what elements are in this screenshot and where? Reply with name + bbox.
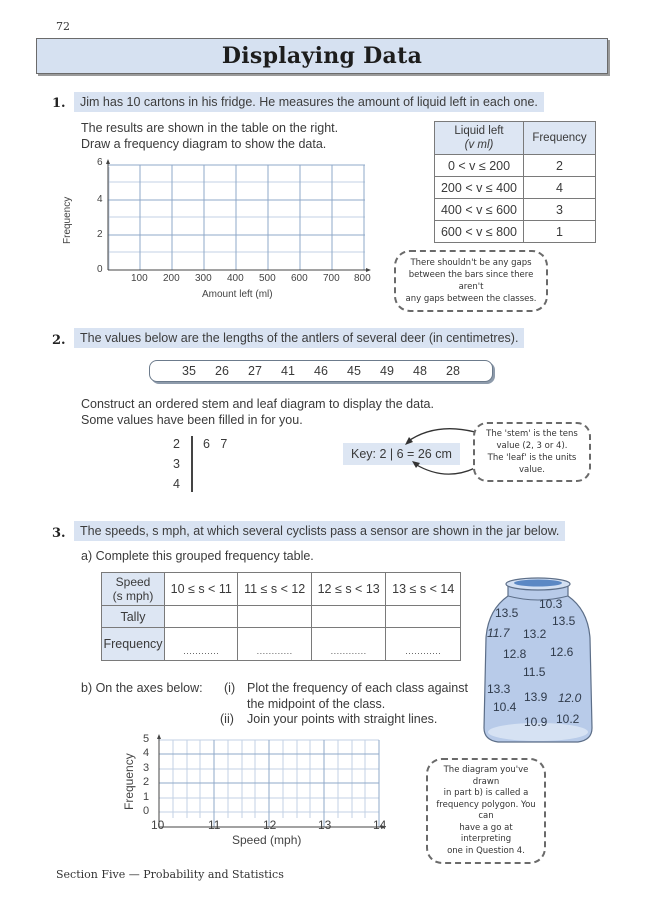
jar-value: 13.3 [487, 682, 511, 696]
q3-ytick: 0 [143, 805, 150, 817]
table-row [435, 199, 596, 221]
jar-value: 11.5 [523, 665, 546, 679]
frequency-cell[interactable] [386, 628, 461, 661]
tally-cell[interactable] [238, 606, 311, 628]
stem: 3 [173, 457, 180, 471]
answer-blank[interactable]: ............ [183, 646, 220, 656]
q3-ytick: 5 [143, 733, 150, 745]
q3-tip-bubble [426, 758, 546, 864]
jar-value: 13.2 [523, 627, 547, 641]
q3-part-b-i-1: Plot the frequency of each class against [247, 681, 468, 695]
q2-line1: Construct an ordered stem and leaf diagram to display the data. [81, 397, 434, 411]
q1-xtick: 100 [131, 273, 148, 284]
q3-xtick: 14 [373, 818, 387, 832]
freq-cell: 2 [524, 155, 596, 177]
table-row [435, 177, 596, 199]
answer-blank[interactable]: ............ [330, 646, 367, 656]
q1-xtick: 700 [323, 273, 340, 284]
q1-number: 1. [52, 96, 66, 111]
class-header: 10 ≤ s < 11 [165, 573, 238, 606]
class-cell: 600 < v ≤ 800 [435, 221, 524, 243]
header-line: (v ml) [464, 139, 494, 151]
answer-blank[interactable]: ............ [256, 646, 293, 656]
q3-frequency-polygon-axes[interactable] [140, 730, 390, 830]
freq-cell: 4 [524, 177, 596, 199]
frequency-cell[interactable] [165, 628, 238, 661]
tip-line: between the bars since there aren't [408, 270, 534, 292]
q1-xtick: 800 [354, 273, 371, 284]
value: 45 [347, 364, 361, 378]
tip-line: one in Question 4. [447, 845, 525, 856]
frequency-cell[interactable] [311, 628, 386, 661]
q3-xtick: 12 [263, 818, 277, 832]
tip-line: There shouldn't be any gaps [410, 258, 532, 268]
tip-line: The diagram you've drawn [443, 765, 529, 787]
tip-line: The 'stem' is the tens [486, 429, 578, 439]
value: 41 [281, 364, 295, 378]
stem-column [168, 434, 180, 494]
tally-cell[interactable] [311, 606, 386, 628]
tally-header: Tally [102, 606, 165, 628]
q3-part-b-label: b) On the axes below: [81, 681, 203, 695]
q2-tip-bubble [473, 422, 591, 482]
q3-ytick: 4 [143, 747, 150, 759]
freq-cell: 3 [524, 199, 596, 221]
tally-cell[interactable] [386, 606, 461, 628]
q1-ytick: 0 [97, 264, 103, 275]
table-row [435, 155, 596, 177]
tip-line: frequency polygon. You can [436, 799, 536, 821]
q3-ytick: 2 [143, 776, 150, 788]
table-row [435, 221, 596, 243]
class-cell: 0 < v ≤ 200 [435, 155, 524, 177]
page-title: Displaying Data [221, 43, 423, 69]
q2-line2: Some values have been filled in for you. [81, 413, 303, 427]
jar-value: 12.0 [558, 691, 582, 705]
q1-xtick: 500 [259, 273, 276, 284]
leaves-row-4[interactable] [203, 476, 403, 494]
q3-part-b-ii-num: (ii) [220, 712, 234, 726]
stem-divider [191, 436, 193, 492]
speed-header [102, 573, 165, 606]
section-footer: Section Five — Probability and Statistics [56, 868, 284, 881]
stem: 2 [173, 437, 180, 451]
q1-ytick: 2 [97, 229, 103, 240]
q3-part-a: a) Complete this grouped frequency table. [81, 549, 314, 563]
q2-prompt: The values below are the lengths of the antlers of several deer (in centimetres). [74, 328, 524, 348]
q3-part-b-i-2: the midpoint of the class. [247, 697, 386, 711]
value: 35 [182, 364, 196, 378]
jar-value: 13.9 [524, 690, 548, 704]
q1-line2: Draw a frequency diagram to show the data. [81, 137, 327, 151]
q3-ylabel: Frequency [122, 753, 136, 810]
tip-line: in part b) is called a [443, 788, 529, 798]
q1-xlabel: Amount left (ml) [202, 289, 273, 300]
q3-xtick: 10 [151, 818, 165, 832]
jar-value: 13.5 [552, 614, 576, 628]
q1-frequency-axes[interactable] [70, 150, 380, 310]
value: 28 [446, 364, 460, 378]
jar-value: 12.8 [503, 647, 527, 661]
value: 48 [413, 364, 427, 378]
freq-cell: 1 [524, 221, 596, 243]
q3-grouped-frequency-table [101, 572, 461, 661]
jar-value: 12.6 [550, 645, 574, 659]
q1-xtick: 600 [291, 273, 308, 284]
q1-ytick: 4 [97, 194, 103, 205]
jar-value: 10.9 [524, 715, 548, 729]
frequency-header: Frequency [102, 628, 165, 661]
q1-ytick: 6 [97, 157, 103, 168]
q3-part-b-ii: Join your points with straight lines. [247, 712, 438, 726]
value: 26 [215, 364, 229, 378]
q1-prompt: Jim has 10 cartons in his fridge. He measures the amount of liquid left in each one. [74, 92, 544, 112]
jar-value: 10.2 [556, 712, 580, 726]
q2-values-box [149, 360, 493, 382]
q3-part-b-i-num: (i) [224, 681, 236, 695]
leaves-row-2: 6 7 [203, 437, 228, 451]
title-banner [36, 38, 608, 74]
q3-xlabel: Speed (mph) [232, 833, 302, 847]
answer-blank[interactable]: ............ [405, 646, 442, 656]
q3-xtick: 11 [208, 818, 221, 832]
jar-value: 10.4 [493, 700, 517, 714]
value: 46 [314, 364, 328, 378]
value: 49 [380, 364, 394, 378]
stem: 4 [173, 477, 180, 491]
tip-line: any gaps between the classes. [405, 294, 537, 304]
q3-ytick: 3 [143, 762, 150, 774]
tip-line: The 'leaf' is the units value. [487, 453, 577, 475]
q3-prompt: The speeds, s mph, at which several cyclists pass a sensor are shown in the jar below. [74, 521, 565, 541]
q1-tip-bubble [394, 250, 548, 312]
class-cell: 200 < v ≤ 400 [435, 177, 524, 199]
class-header: 12 ≤ s < 13 [311, 573, 386, 606]
q3-xtick: 13 [318, 818, 332, 832]
q1-frequency-table [434, 121, 596, 243]
q3-ytick: 1 [143, 791, 150, 803]
header-line: Liquid left [454, 125, 504, 137]
tally-cell[interactable] [165, 606, 238, 628]
q1-col-header-frequency: Frequency [524, 122, 596, 155]
tip-line: have a go at interpreting [459, 822, 513, 844]
q1-xtick: 200 [163, 273, 180, 284]
q1-xtick: 400 [227, 273, 244, 284]
jar-value: 10.3 [539, 597, 563, 611]
q1-xtick: 300 [195, 273, 212, 284]
q1-col-header-class [435, 122, 524, 155]
class-header: 11 ≤ s < 12 [238, 573, 311, 606]
class-header: 13 ≤ s < 14 [386, 573, 461, 606]
jar-value: 13.5 [495, 606, 519, 620]
value: 27 [248, 364, 262, 378]
stem-leaf-key: Key: 2 | 6 = 26 cm [343, 443, 460, 465]
tip-line: value (2, 3 or 4). [496, 441, 568, 451]
jar-value: 11.7 [487, 626, 510, 640]
page-number: 72 [56, 20, 70, 33]
q1-ylabel: Frequency [62, 196, 73, 244]
q2-number: 2. [52, 333, 66, 348]
frequency-cell[interactable] [238, 628, 311, 661]
header-line: Speed [115, 575, 151, 589]
q1-line1: The results are shown in the table on the right. [81, 121, 339, 135]
class-cell: 400 < v ≤ 600 [435, 199, 524, 221]
q3-number: 3. [52, 526, 66, 541]
header-line: (s mph) [112, 589, 154, 603]
